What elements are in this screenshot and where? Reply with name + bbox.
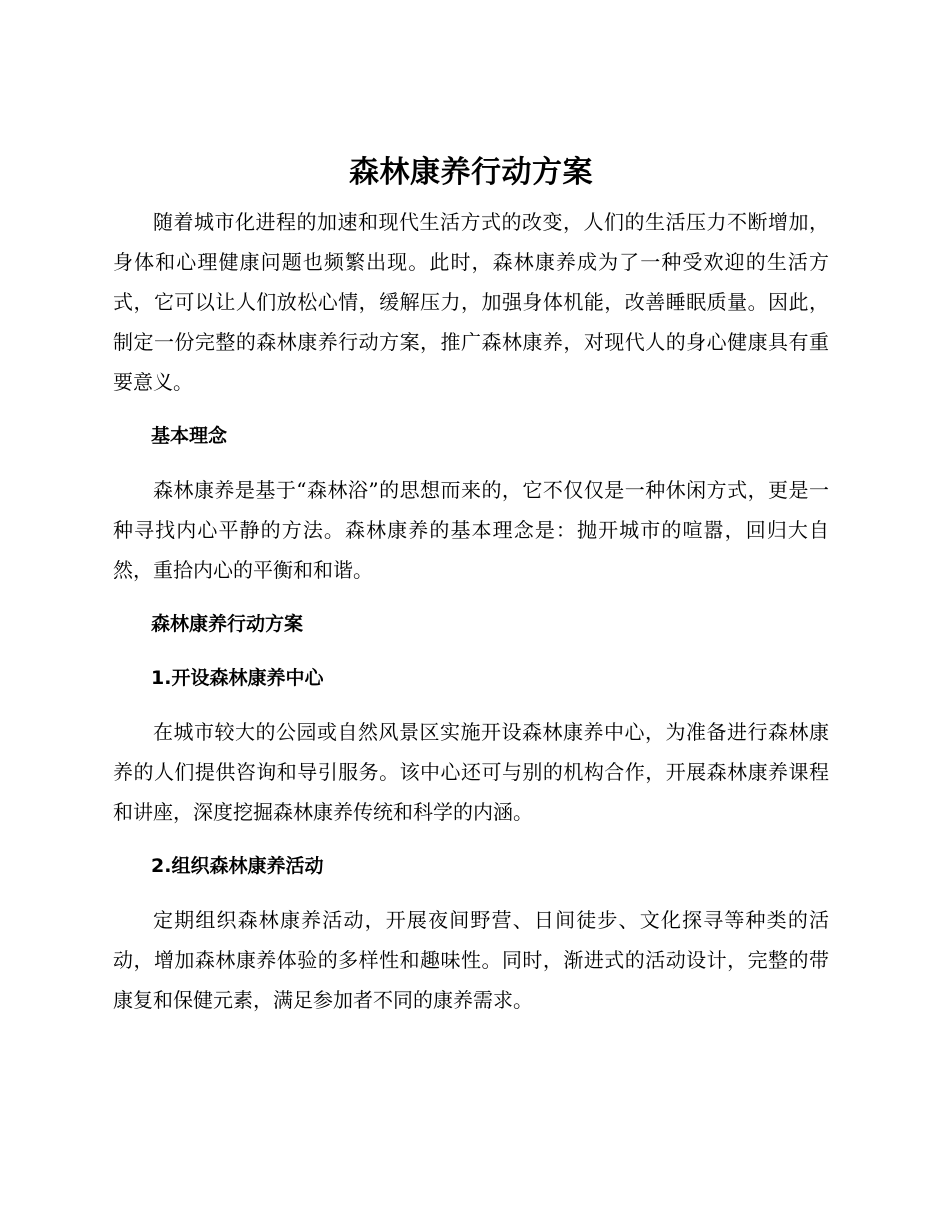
subsection-heading-2: 2.组织森林康养活动 xyxy=(151,855,324,877)
basic-concept-paragraph: 森林康养是基于“森林浴”的思想而来的，它不仅仅是一种休闲方式，更是一种寻找内心平静的方法。森林康养的基本理念是：抛开城市的喧嚣，回归大自然，重拾内心的平衡和和谐。 xyxy=(113,478,829,582)
document-page xyxy=(113,150,829,1020)
section-heading-action-plan: 森林康养行动方案 xyxy=(151,613,304,635)
subsection-paragraph-2: 定期组织森林康养活动，开展夜间野营、日间徒步、文化探寻等种类的活动，增加森林康养体验的多样性和趣味性。同时，渐进式的活动设计，完整的带康复和保健元素，满足参加者不同的康养需求。 xyxy=(113,908,829,1012)
document-title: 森林康养行动方案 xyxy=(349,155,593,190)
subsection-paragraph-1: 在城市较大的公园或自然风景区实施开设森林康养中心，为准备进行森林康养的人们提供咨询和导引服务。该中心还可与别的机构合作，开展森林康养课程和讲座，深度挖掘森林康养传统和科学的内涵。 xyxy=(113,720,829,824)
section-heading-basic-concept: 基本理念 xyxy=(151,425,228,447)
intro-paragraph: 随着城市化进程的加速和现代生活方式的改变，人们的生活压力不断增加，身体和心理健康问题也频繁出现。此时，森林康养成为了一种受欢迎的生活方式，它可以让人们放松心情，缓解压力，加强身体机能，改善睡眠质量。因此，制定一份完整的森林康养行动方案，推广森林康养，对现代人的身心健康具有重要意义。 xyxy=(113,210,829,394)
subsection-heading-1: 1.开设森林康养中心 xyxy=(151,667,324,689)
